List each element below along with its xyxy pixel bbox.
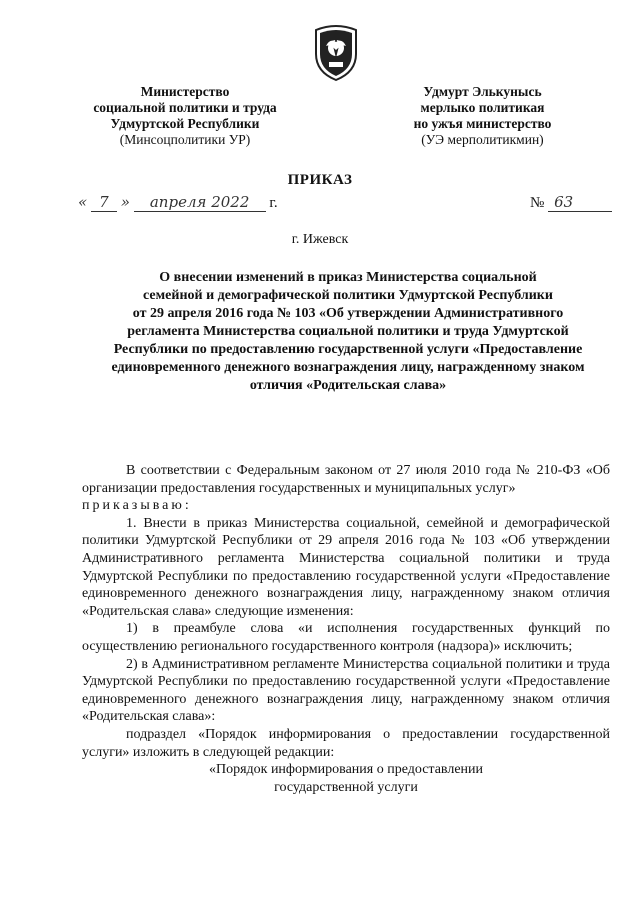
ministry-name-line: Удмуртской Республики	[110, 116, 260, 131]
number-value: 63	[548, 193, 612, 212]
subject-line: от 29 апреля 2016 года № 103 «Об утверждении Административного	[132, 306, 564, 321]
date-year-suffix: г.	[269, 195, 278, 211]
order-date	[78, 193, 318, 215]
order-subject	[78, 269, 618, 395]
subject-line: Республики по предоставлению государственной услуги «Предоставление	[113, 342, 583, 357]
ministry-header-left	[75, 84, 295, 148]
date-month-year: апреля 2022	[134, 193, 266, 212]
body-paragraph: 2) в Административном регламенте Министерства социальной политики и труда Удмуртской Республики по предоставлению государственной услуги «Предоставление единовременного денежного вознаграждения лицу, награжденному знаком отличия «Родительская слава»:	[82, 656, 610, 725]
quoted-heading-line: государственной услуги	[274, 779, 418, 795]
subject-line: регламента Министерства социальной политики и труда Удмуртской	[127, 324, 569, 339]
date-close-quote: »	[120, 193, 130, 211]
subject-line: отличия «Родительская слава»	[249, 378, 447, 393]
body-paragraph: В соответствии с Федеральным законом от 27 июля 2010 года № 210-ФЗ «Об организации предоставления государственных и муниципальных услуг»	[82, 463, 610, 496]
subject-line: семейной и демографической политики Удмуртской Республики	[143, 288, 553, 303]
order-number	[530, 193, 615, 215]
document-title: ПРИКАЗ	[287, 172, 353, 188]
ministry-name-line: социальной политики и труда	[93, 100, 277, 115]
date-open-quote: «	[78, 193, 88, 211]
date-day: 7	[91, 193, 117, 212]
subject-line: единовременного денежного вознаграждения лицу, награжденному знаком	[111, 360, 585, 375]
ministry-name-line: Удмурт Элькунысь	[423, 84, 542, 99]
order-directive: приказываю:	[82, 498, 192, 514]
body-paragraph: подраздел «Порядок информирования о предоставлении государственной услуги» изложить в следующей редакции:	[82, 726, 610, 760]
coat-of-arms-icon	[308, 24, 364, 82]
city: г. Ижевск	[291, 232, 349, 247]
body-paragraph: 1) в преамбуле слова «и исполнения государственных функций по осуществлению регионального государственного контроля (надзора)» исключить;	[82, 621, 610, 654]
ministry-header-right	[375, 84, 590, 148]
ministry-short-name: (Минсоцполитики УР)	[119, 132, 251, 147]
order-body	[82, 462, 610, 796]
ministry-name-line: но ужъя министерство	[413, 116, 552, 131]
ministry-short-name: (УЭ мерполитикмин)	[421, 132, 544, 147]
ministry-name-line: мерлыко политикая	[420, 100, 545, 115]
quoted-heading-line: «Порядок информирования о предоставлении	[208, 762, 484, 778]
body-paragraph: 1. Внести в приказ Министерства социальной, семейной и демографической политики Удмуртской Республики от 29 апреля 2016 года № 103 «Об утверждении Административного регламента Министерства социальной политики и труда Удмуртской Республики по предоставлению государственной услуги «Предоставление единовременного денежного вознаграждения лицу, награжденному знаком отличия «Родительская слава» следующие изменения:	[82, 515, 610, 619]
ministry-name-line: Министерство	[140, 84, 230, 99]
subject-line: О внесении изменений в приказ Министерства социальной	[159, 270, 537, 285]
number-label: №	[530, 195, 545, 211]
